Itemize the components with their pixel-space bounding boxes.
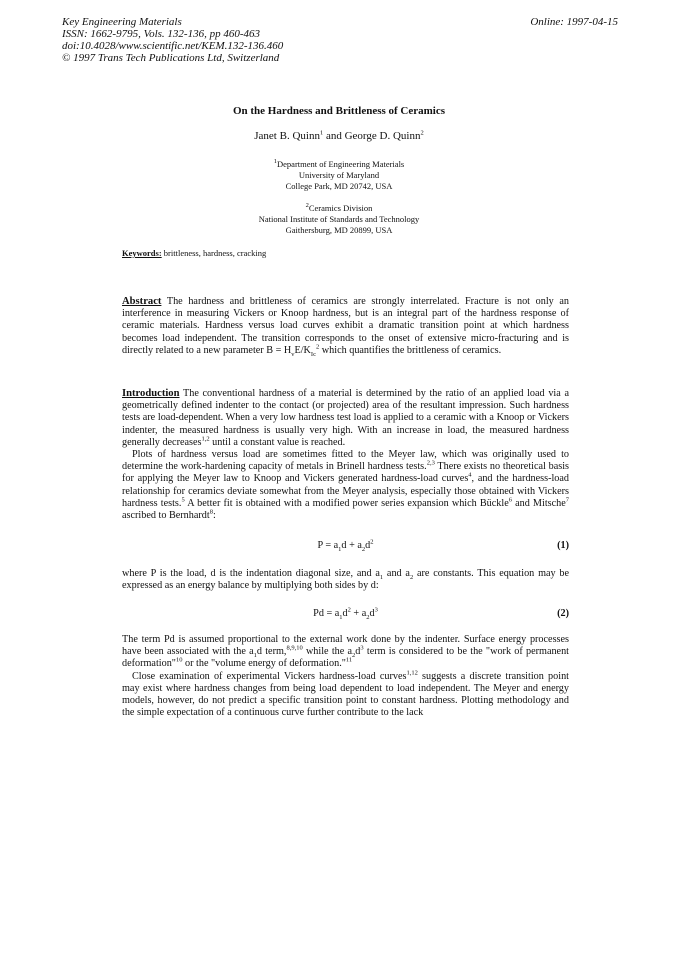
page-header	[62, 16, 618, 64]
intro-p2-sup5: 7	[565, 496, 570, 504]
author-line	[0, 130, 678, 142]
abstract-sup-2: 2	[315, 343, 320, 351]
eq2-mid: d	[342, 608, 348, 619]
author-and: and	[323, 130, 345, 142]
after-eq2-sup10: 10	[175, 657, 183, 665]
after-eq2-c: while the a	[302, 646, 353, 658]
after-eq1-sub2: 2	[409, 574, 414, 582]
abstract-sub-ic: Ic	[310, 350, 316, 358]
intro-p2-sup6: 8	[209, 508, 213, 516]
eq1-sub2: 2	[361, 546, 366, 554]
intro-p2-f: ascribed to Bernhardt	[122, 510, 210, 522]
after-eq1-a: where P is the load, d is the indentation diagonal size, and a	[122, 568, 380, 579]
keywords	[122, 248, 266, 258]
affil-1-addr: College Park, MD 20742, USA	[285, 181, 393, 191]
issn-line: ISSN: 1662-9795, Vols. 132-136, pp 460-463	[62, 28, 260, 40]
intro-p2-sup1: 2,3	[426, 459, 435, 467]
author-1: Janet B. Quinn	[254, 130, 320, 142]
intro-p2-b: There exists no theoretical basis for applying the Meyer law to Knoop and Vickers generated hardness-load curves	[122, 461, 569, 485]
after-eq2-p2-sup: 1,12	[406, 669, 418, 677]
abstract-sub-v: v	[291, 350, 295, 358]
affiliation-1	[0, 159, 678, 192]
after-eq1-sub1: 1	[379, 574, 384, 582]
after-eq2-f: or the "volume energy of deformation."	[182, 658, 346, 670]
after-eq1-c: are constants. This equation may be expressed as an energy balance by multiplying both sides by d:	[122, 568, 570, 592]
intro-p2-sup2: 4	[468, 472, 472, 480]
doi-line: doi:10.4028/www.scientific.net/KEM.132-136.460	[62, 40, 284, 52]
intro-p2-d: A better fit is obtained with a modified power series expansion which Bückle	[184, 497, 509, 509]
affil-1-dept: Department of Engineering Materials	[277, 159, 405, 169]
after-eq2-sup-refs: 8,9,10	[286, 644, 303, 652]
author-2: George D. Quinn	[344, 130, 421, 142]
intro-p1-sup: 1,2	[201, 435, 210, 443]
affil-2-sup: 2	[305, 202, 309, 210]
eq1-mid: d + a	[341, 540, 362, 551]
eq2-lhs: Pd = a	[313, 608, 340, 619]
equation-2-expression	[122, 606, 569, 622]
equation-2-number: (2)	[557, 608, 569, 619]
eq2-plus: + a	[350, 608, 367, 619]
paper-title: On the Hardness and Brittleness of Ceramics	[232, 105, 446, 117]
affil-2-addr: Gaithersburg, MD 20899, USA	[285, 225, 393, 235]
intro-p2-g: :	[212, 510, 216, 522]
equation-1-expression	[122, 538, 569, 554]
after-equation-2	[122, 634, 569, 719]
after-eq2-sub2: 2	[352, 652, 356, 660]
abstract-text-a: The hardness and brittleness of ceramics are strongly interrelated. Fracture is not only an interference in measuring Vickers or Knoop hardness, but is an integral part of the hardness response of ceramic materials. Hardness versus load curves exhibit a dramatic transition point at which hardness becomes load independent. The transition corresponds to the onset of extensive micro-fracturing and is directly related to a new parameter B = H	[122, 296, 569, 356]
eq2-sub1: 1	[339, 614, 343, 622]
eq1-lhs: P = a	[317, 540, 339, 551]
eq2-pow3: 3	[374, 606, 378, 614]
online-date: Online: 1997-04-15	[530, 16, 618, 28]
affil-2-dept: Ceramics Division	[308, 203, 373, 213]
abstract-text-c: which quantifies the brittleness of ceramics.	[319, 344, 502, 356]
after-eq2-a: The term Pd is assumed proportional to the external work done by the indenter. Surface energy processes have been associated with the a	[122, 634, 569, 658]
introduction-section	[122, 388, 569, 522]
intro-p2-c: , and the hardness-load relationship for ceramics deviate somewhat from the Meyer analysis, especially those obtained with Vickers hardness tests.	[122, 473, 570, 509]
intro-p2-sup4: 6	[508, 496, 512, 504]
eq2-end: d	[369, 608, 375, 619]
eq1-end: d	[365, 540, 371, 551]
after-eq1-b: and a	[383, 568, 410, 579]
after-eq2-d: d	[355, 646, 361, 658]
eq2-sub2: 2	[366, 614, 370, 622]
intro-p2-a: Plots of hardness versus load are sometimes fitted to the Meyer law, which was originally used to determine the work-hardening capacity of metals in Brinell hardness tests.	[122, 449, 569, 473]
intro-p1: The conventional hardness of a material is determined by the ratio of an applied load via a geometrically defined indenter to the contact (or projected) area of the resultant impression. Such hardness tests are load-dependent. When a very low hardness test load is applied to a ceramic with a Knoop or Vickers indenter, the measured hardness is usually very high. With an increase in load, the measured hardness generally decreases	[122, 388, 569, 448]
after-eq2-pow3: 3	[360, 644, 364, 652]
affil-2-org: National Institute of Standards and Technology	[258, 214, 420, 224]
affil-1-sup: 1	[273, 158, 278, 166]
keywords-text: brittleness, hardness, cracking	[161, 248, 267, 258]
after-equation-1	[122, 568, 569, 592]
journal-name: Key Engineering Materials	[62, 16, 182, 28]
abstract-heading: Abstract	[122, 296, 162, 307]
eq1-pow2: 2	[370, 538, 374, 546]
after-eq2-p2-a: Close examination of experimental Vickers hardness-load curves	[132, 670, 407, 682]
equation-1-number: (1)	[557, 540, 569, 551]
equation-2	[122, 608, 569, 622]
after-eq2-p2-b: suggests a discrete transition point may exist where hardness changes from being load dependent to load independent. The Meyer and energy models, however, do not predict a specific transition point to constant hardness. Plotting methodology and the simple expectation of a continuous curve further contribute to the lack	[122, 670, 569, 719]
intro-p1-end: until a constant value is reached.	[209, 436, 346, 448]
eq1-sub1: 1	[338, 546, 342, 554]
abstract-text-b: E/K	[294, 344, 311, 356]
intro-p2-e: and Mitsche	[511, 497, 566, 509]
affiliation-2	[0, 203, 678, 236]
after-eq2-b: d term,	[256, 646, 287, 658]
author-2-sup: 2	[420, 129, 424, 137]
after-eq2-e: term is considered to be the "work of permanent deformation"	[122, 646, 570, 670]
eq2-pow2: 2	[347, 606, 351, 614]
intro-p2-sup3: 5	[181, 496, 185, 504]
after-eq2-sup11: 11	[345, 657, 353, 665]
author-1-sup: 1	[319, 129, 324, 137]
keywords-label: Keywords:	[122, 248, 162, 258]
copyright-line: © 1997 Trans Tech Publications Ltd, Switzerland	[62, 52, 280, 64]
after-eq2-sub1: 1	[253, 652, 257, 660]
affil-1-org: University of Maryland	[298, 170, 380, 180]
abstract-section	[122, 296, 569, 357]
equation-1	[122, 540, 569, 554]
intro-heading: Introduction	[122, 388, 180, 399]
